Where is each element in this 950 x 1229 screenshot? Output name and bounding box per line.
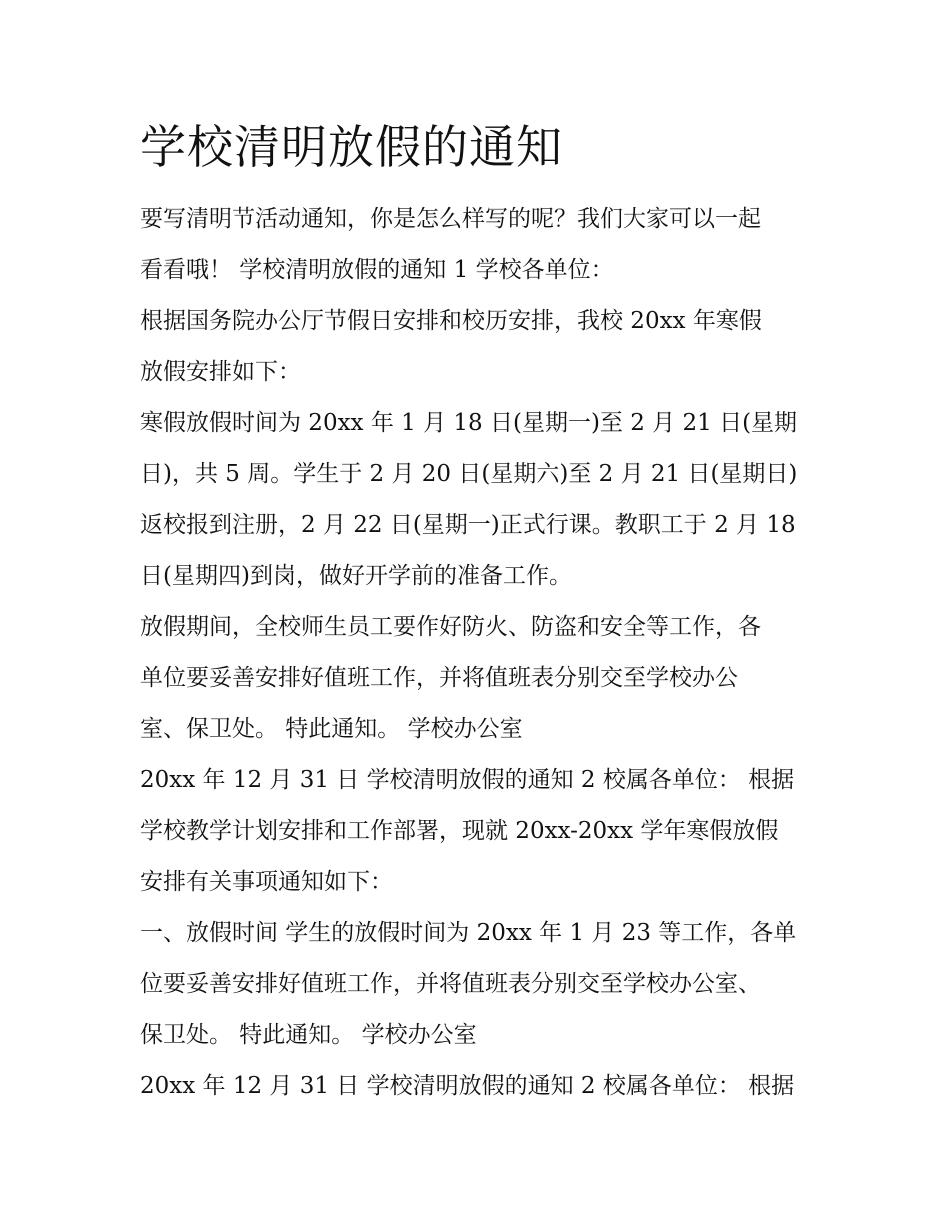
body-line: 日)，共 5 周。学生于 2 月 20 日(星期六)至 2 月 21 日(星期日) bbox=[140, 461, 798, 487]
body-line: 放假期间，全校师生员工要作好防火、防盗和安全等工作，各 bbox=[140, 614, 761, 640]
body-line: 放假安排如下： bbox=[140, 359, 301, 385]
body-line: 20xx 年 12 月 31 日 学校清明放假的通知 2 校属各单位： 根据 bbox=[140, 1073, 795, 1099]
body-line: 一、放假时间 学生的放假时间为 20xx 年 1 月 23 等工作，各单 bbox=[140, 920, 797, 946]
body-line: 室、保卫处。 特此通知。 学校办公室 bbox=[140, 716, 523, 742]
body-line: 单位要妥善安排好值班工作，并将值班表分别交至学校办公 bbox=[140, 665, 738, 691]
body-line: 安排有关事项通知如下： bbox=[140, 869, 393, 895]
body-line: 学校教学计划安排和工作部署，现就 20xx-20xx 学年寒假放假 bbox=[140, 818, 779, 844]
document-title: 学校清明放假的通知 bbox=[140, 120, 563, 174]
body-line: 保卫处。 特此通知。 学校办公室 bbox=[140, 1022, 477, 1048]
body-line: 要写清明节活动通知，你是怎么样写的呢？我们大家可以一起 bbox=[140, 206, 761, 232]
body-line: 返校报到注册，2 月 22 日(星期一)正式行课。教职工于 2 月 18 bbox=[140, 512, 796, 538]
body-line: 根据国务院办公厅节假日安排和校历安排，我校 20xx 年寒假 bbox=[140, 308, 762, 334]
body-line: 寒假放假时间为 20xx 年 1 月 18 日(星期一)至 2 月 21 日(星期 bbox=[140, 410, 798, 436]
body-line: 日(星期四)到岗，做好开学前的准备工作。 bbox=[140, 563, 572, 589]
body-line: 看看哦！ 学校清明放假的通知 1 学校各单位： bbox=[140, 257, 614, 283]
body-line: 位要妥善安排好值班工作，并将值班表分别交至学校办公室、 bbox=[140, 971, 761, 997]
body-line: 20xx 年 12 月 31 日 学校清明放假的通知 2 校属各单位： 根据 bbox=[140, 767, 795, 793]
document-body bbox=[140, 194, 830, 1112]
